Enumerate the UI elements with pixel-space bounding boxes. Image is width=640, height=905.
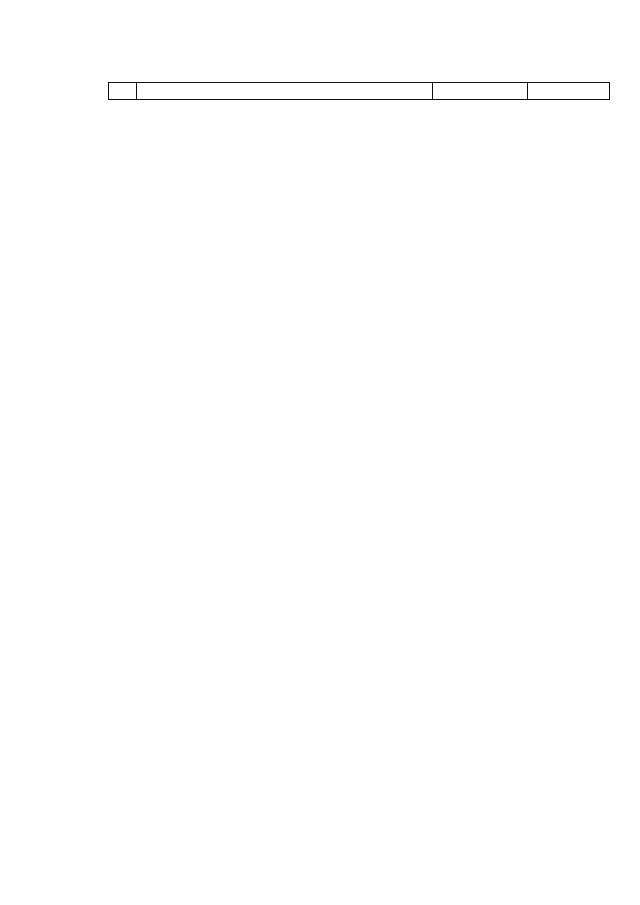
header-col-2 xyxy=(137,83,433,99)
table-header xyxy=(108,82,610,100)
header-col-1 xyxy=(109,83,137,99)
header-col-3 xyxy=(433,83,528,99)
header-col-4 xyxy=(528,83,609,99)
